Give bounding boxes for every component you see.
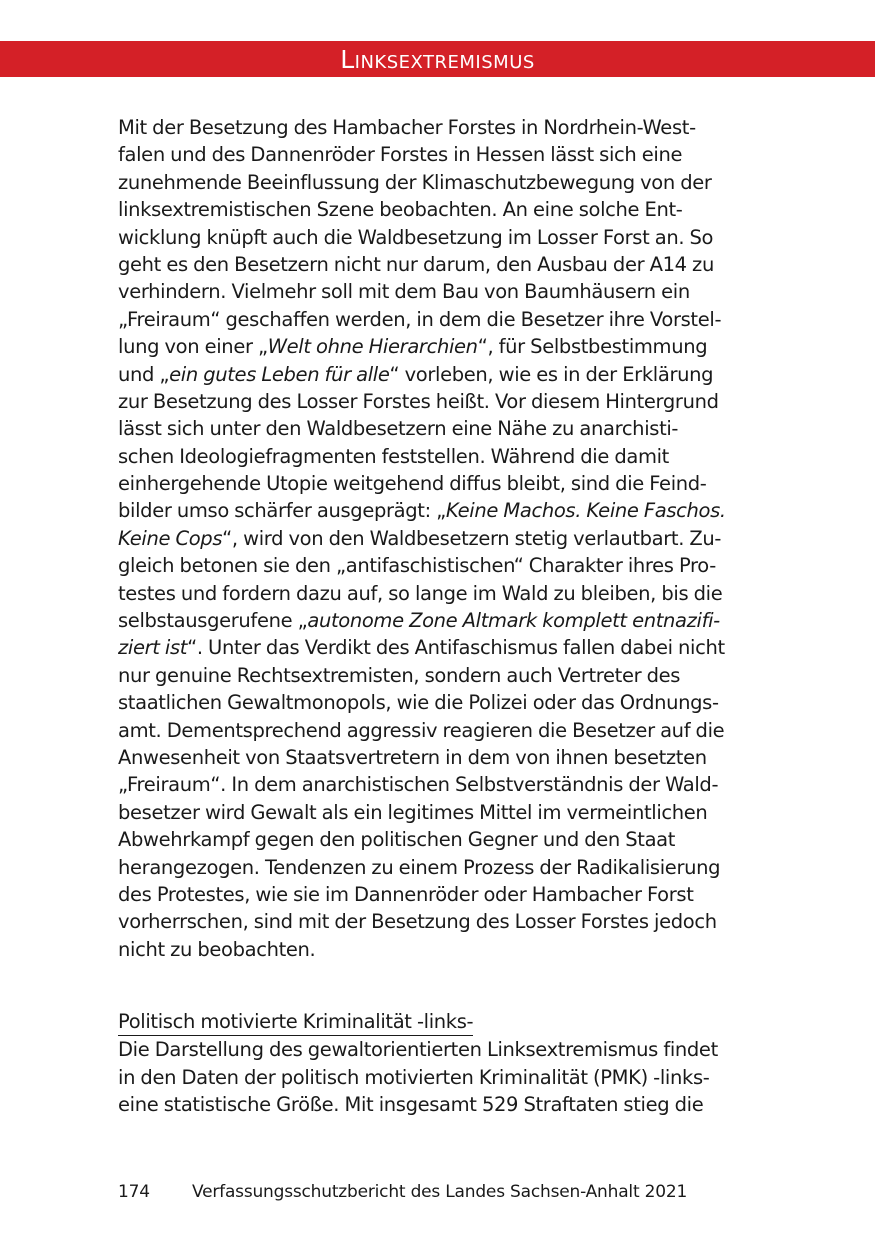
text-line: des Protestes, wie sie im Dannenröder oder Hambacher Forst <box>118 882 694 906</box>
text-segment: selbstausgerufene „ <box>118 609 308 633</box>
text-line: zunehmende Beeinflussung der Klimaschutzbewegung von der <box>118 170 712 194</box>
main-text <box>118 114 758 1118</box>
text-line: nicht zu beobachten. <box>118 937 316 961</box>
text-line <box>118 333 758 360</box>
quote-italic: Keine Cops <box>118 526 223 550</box>
text-segment: “, für Selbstbestimmung <box>477 335 708 359</box>
text-line: wicklung knüpft auch die Waldbesetzung im Losser Forst an. So <box>118 225 714 249</box>
text-line: in den Daten der politisch motivierten Kriminalität (PMK) -links- <box>118 1065 710 1089</box>
text-line: linksextremistischen Szene beobachten. An eine solche Ent- <box>118 198 683 222</box>
text-line: falen und des Dannenröder Forstes in Hessen lässt sich eine <box>118 143 683 167</box>
text-line: gleich betonen sie den „antifaschistischen“ Charakter ihres Pro- <box>118 554 716 578</box>
paragraph-spacer <box>118 963 758 1008</box>
page-number: 174 <box>118 1182 150 1202</box>
text-line: lässt sich unter den Waldbesetzern eine Nähe zu anarchisti- <box>118 417 679 441</box>
quote-italic: ein gutes Leben für alle <box>169 362 390 386</box>
text-line: „Freiraum“ geschaffen werden, in dem die Besetzer ihre Vorstel- <box>118 307 722 331</box>
text-line: testes und fordern dazu auf, so lange im Wald zu bleiben, bis die <box>118 581 723 605</box>
text-line: geht es den Besetzern nicht nur darum, den Ausbau der A14 zu <box>118 252 714 276</box>
text-line: schen Ideologiefragmenten feststellen. Während die damit <box>118 444 669 468</box>
text-segment: “, wird von den Waldbesetzern stetig verlautbart. Zu- <box>222 526 722 550</box>
text-line: herangezogen. Tendenzen zu einem Prozess der Radikalisierung <box>118 855 721 879</box>
header-band <box>0 41 875 77</box>
text-line: vorherrschen, sind mit der Besetzung des Losser Forstes jedoch <box>118 910 717 934</box>
text-line: amt. Dementsprechend aggressiv reagieren die Besetzer auf die <box>118 718 725 742</box>
text-line: verhindern. Vielmehr soll mit dem Bau von Baumhäusern ein <box>118 280 690 304</box>
text-line: staatlichen Gewaltmonopols, wie die Polizei oder das Ordnungs- <box>118 691 719 715</box>
text-line: „Freiraum“. In dem anarchistischen Selbstverständnis der Wald- <box>118 773 719 797</box>
text-segment: lung von einer „ <box>118 335 268 359</box>
text-line: nur genuine Rechtsextremisten, sondern auch Vertreter des <box>118 663 681 687</box>
text-line: Die Darstellung des gewaltorientierten Linksextremismus findet <box>118 1038 718 1062</box>
text-line: einhergehende Utopie weitgehend diffus bleibt, sind die Feind- <box>118 472 707 496</box>
quote-italic: Welt ohne Hierarchien <box>267 335 478 359</box>
text-line: Anwesenheit von Staatsvertretern in dem von ihnen besetzten <box>118 745 707 769</box>
section-heading: Politisch motivierte Kriminalität -links- <box>118 1009 473 1036</box>
text-line <box>118 634 758 661</box>
text-line: Abwehrkampf gegen den politischen Gegner und den Staat <box>118 828 676 852</box>
text-segment: “. Unter das Verdikt des Antifaschismus fallen dabei nicht <box>187 636 725 660</box>
text-line <box>118 361 758 388</box>
text-line: Mit der Besetzung des Hambacher Forstes in Nordrhein-West- <box>118 116 696 139</box>
text-segment: bilder umso schärfer ausgeprägt: „ <box>118 499 446 523</box>
quote-italic: Keine Machos. Keine Faschos. <box>445 499 726 523</box>
paragraph-2 <box>118 1036 758 1118</box>
quote-italic: ziert ist <box>118 636 188 660</box>
footer-title: Verfassungsschutzbericht des Landes Sachsen-Anhalt 2021 <box>192 1182 688 1202</box>
text-line: zur Besetzung des Losser Forstes heißt. Vor diesem Hintergrund <box>118 389 719 413</box>
quote-italic: autonome Zone Altmark komplett entnazifi- <box>307 609 720 633</box>
text-line: besetzer wird Gewalt als ein legitimes Mittel im vermeintlichen <box>118 800 708 824</box>
paragraph-1 <box>118 114 758 963</box>
text-line <box>118 607 758 634</box>
text-segment: “ vorleben, wie es in der Erklärung <box>389 362 714 386</box>
chapter-title: Linksextremismus <box>340 45 535 74</box>
text-line <box>118 497 758 524</box>
section-heading-wrap <box>118 1008 758 1036</box>
text-line <box>118 525 758 552</box>
text-line: eine statistische Größe. Mit insgesamt 529 Straftaten stieg die <box>118 1092 704 1116</box>
text-segment: und „ <box>118 362 170 386</box>
